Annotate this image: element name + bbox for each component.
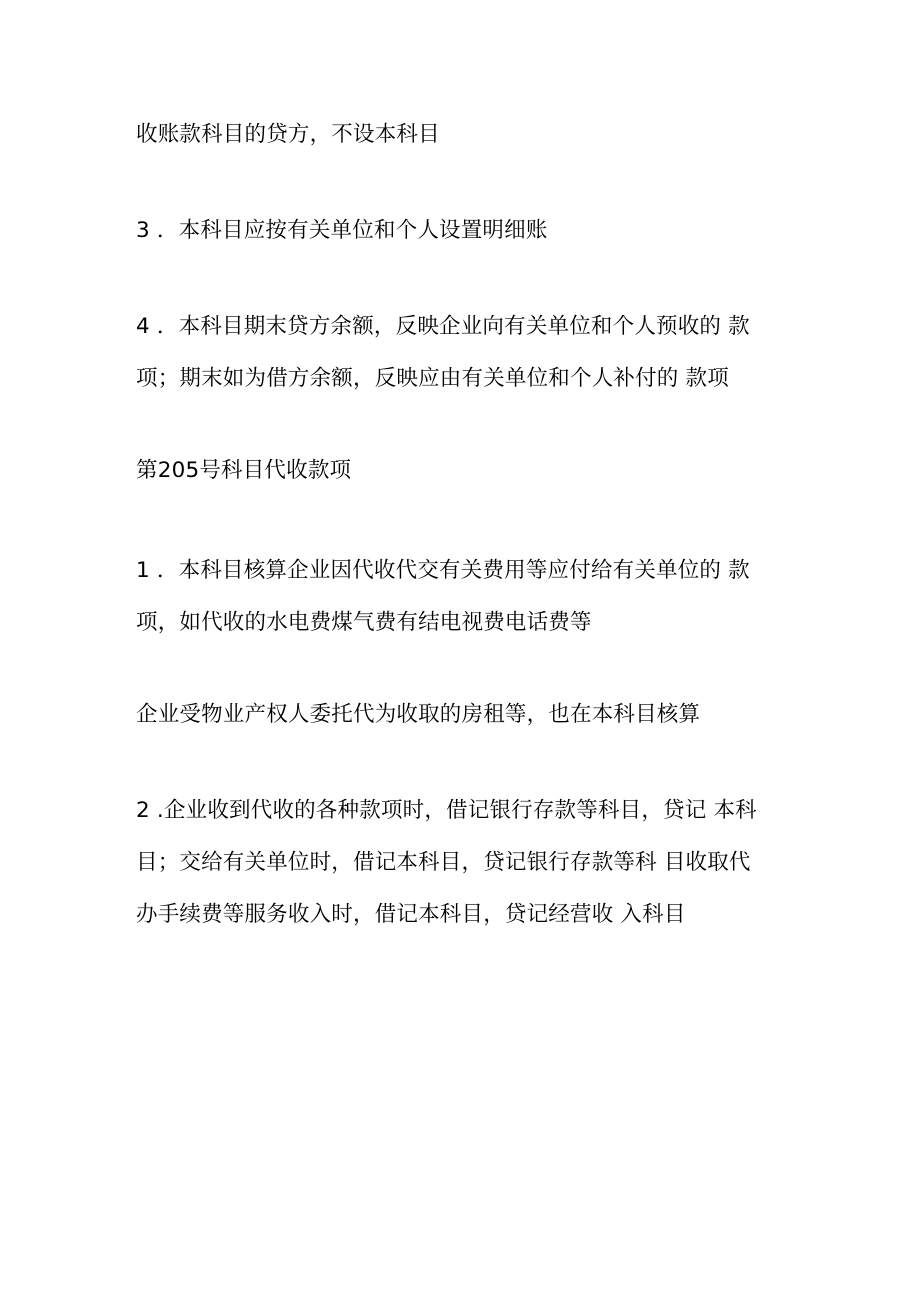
section-heading-205 — [136, 445, 816, 497]
paragraph-item-2 — [136, 785, 816, 941]
text-line: 企业受物业产权人委托代为收取的房租等，也在本科目核算 — [136, 702, 701, 727]
text-line: 目；交给有关单位时，借记本科目，贷记银行存款等科 目收取代 — [136, 850, 751, 875]
paragraph-receivable-credit — [136, 109, 816, 161]
paragraph-property-rent — [136, 689, 816, 741]
text-line: 2 .企业收到代收的各种款项时，借记银行存款等科目，贷记 本科 — [136, 798, 757, 823]
paragraph-item-1 — [136, 545, 816, 649]
text-line: 4 ．本科目期末贷方余额，反映企业向有关单位和个人预收的 款 — [136, 314, 750, 339]
text-line: 办手续费等服务收入时，借记本科目，贷记经营收 入科目 — [136, 902, 686, 927]
text-line: 收账款科目的贷方，不设本科目 — [136, 122, 440, 147]
text-line: 项；期末如为借方余额，反映应由有关单位和个人补付的 款项 — [136, 366, 729, 391]
text-line: 1 ．本科目核算企业因代收代交有关费用等应付给有关单位的 款 — [136, 558, 750, 583]
text-line: 项，如代收的水电费煤气费有结电视费电话费等 — [136, 610, 592, 635]
text-line: 3 ．本科目应按有关单位和个人设置明细账 — [136, 218, 548, 243]
paragraph-item-3 — [136, 205, 816, 257]
text-line: 第205号科目代收款项 — [136, 458, 352, 483]
paragraph-item-4 — [136, 301, 816, 405]
